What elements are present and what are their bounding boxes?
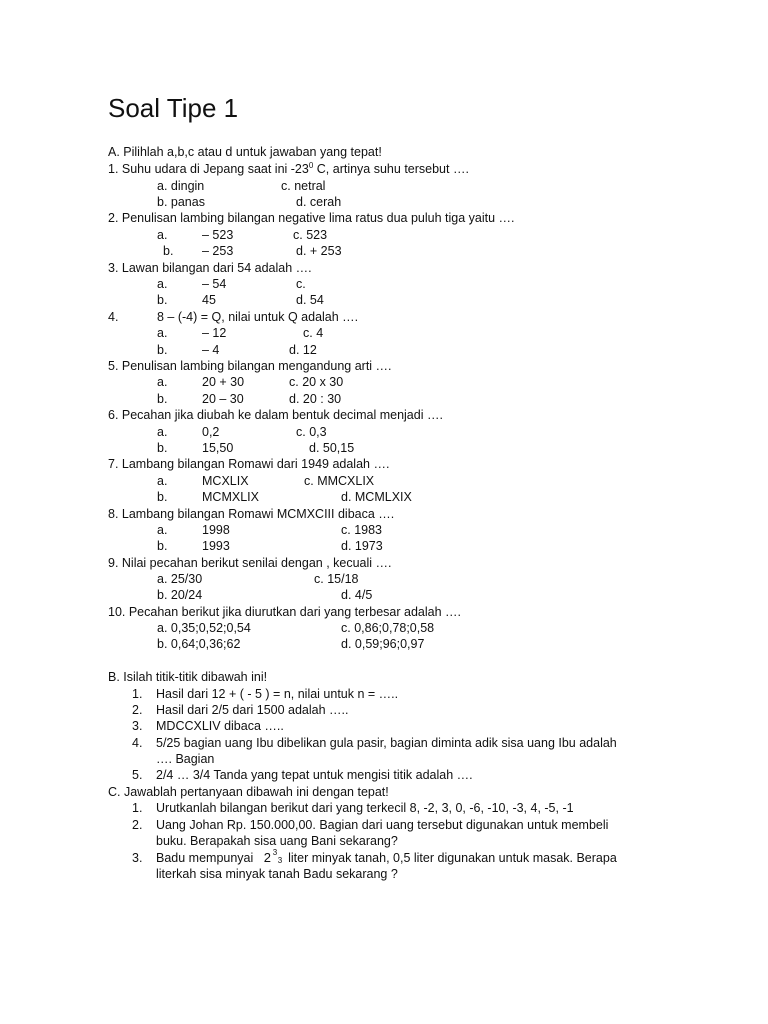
c-item-1-number: 1.	[132, 801, 143, 815]
q5-option-a-letter: a.	[157, 375, 168, 389]
q3-option-d: d. 54	[296, 293, 324, 307]
b-item-2: Hasil dari 2/5 dari 1500 adalah …..	[156, 703, 349, 717]
q3-option-a: – 54	[202, 277, 227, 291]
q1-option-a: a. dingin	[157, 179, 205, 193]
question-2: 2. Penulisan lambing bilangan negative lima ratus dua puluh tiga yaitu ….	[108, 211, 515, 225]
question-7: 7. Lambang bilangan Romawi dari 1949 adalah ….	[108, 457, 390, 471]
q4-option-a: – 12	[202, 326, 227, 340]
q5-option-a: 20 + 30	[202, 375, 245, 389]
c-item-2-continuation: buku. Berapakah sisa uang Bani sekarang?	[156, 834, 398, 848]
q8-option-a-letter: a.	[157, 523, 168, 537]
q10-option-a: a. 0,35;0,52;0,54	[157, 621, 251, 635]
q7-option-a-letter: a.	[157, 474, 168, 488]
section-a-instruction: A. Pilihlah a,b,c atau d untuk jawaban yang tepat!	[108, 145, 382, 159]
q4-option-c: c. 4	[303, 326, 324, 340]
q2-option-b: – 253	[202, 244, 234, 258]
q7-option-b: MCMXLIX	[202, 490, 259, 504]
q6-option-b-letter: b.	[157, 441, 168, 455]
q2-option-a: – 523	[202, 228, 234, 242]
question-1-text: 1. Suhu udara di Jepang saat ini -23	[108, 162, 309, 176]
q4-option-d: d. 12	[289, 343, 317, 357]
c-item-2: Uang Johan Rp. 150.000,00. Bagian dari uang tersebut digunakan untuk membeli	[156, 818, 609, 832]
q6-option-d: d. 50,15	[309, 441, 355, 455]
q7-option-a: MCXLIX	[202, 474, 249, 488]
b-item-4-continuation: …. Bagian	[156, 752, 215, 766]
q2-option-d: d. + 253	[296, 244, 342, 258]
b-item-3: MDCCXLIV dibaca …..	[156, 719, 284, 733]
c-item-1: Urutkanlah bilangan berikut dari yang terkecil 8, -2, 3, 0, -6, -10, -3, 4, -5, -1	[156, 801, 574, 815]
q10-option-d: d. 0,59;96;0,97	[341, 637, 425, 651]
question-10: 10. Pecahan berikut jika diurutkan dari yang terbesar adalah ….	[108, 605, 461, 619]
q1-option-b: b. panas	[157, 195, 205, 209]
question-9: 9. Nilai pecahan berikut senilai dengan , kecuali ….	[108, 556, 392, 570]
q4-option-a-letter: a.	[157, 326, 168, 340]
q1-option-c: c. netral	[281, 179, 326, 193]
q5-option-c: c. 20 x 30	[289, 375, 344, 389]
page-title: Soal Tipe 1	[108, 93, 239, 123]
q1-option-d: d. cerah	[296, 195, 342, 209]
c-item-2-number: 2.	[132, 818, 143, 832]
q2-option-a-letter: a.	[157, 228, 168, 242]
q4-option-b-letter: b.	[157, 343, 168, 357]
q5-option-b-letter: b.	[157, 392, 168, 406]
b-item-4-number: 4.	[132, 736, 143, 750]
c-item-3-text-end: liter minyak tanah, 0,5 liter digunakan untuk masak. Berapa	[288, 851, 617, 865]
b-item-5-number: 5.	[132, 768, 143, 782]
section-c-instruction: C. Jawablah pertanyaan dibawah ini dengan tepat!	[108, 785, 389, 799]
b-item-1-number: 1.	[132, 687, 143, 701]
mixed-fraction	[263, 848, 283, 866]
b-item-3-number: 3.	[132, 719, 143, 733]
q4-option-b: – 4	[202, 343, 220, 357]
q9-option-d: d. 4/5	[341, 588, 373, 602]
q8-option-b: 1993	[202, 539, 230, 553]
q5-option-d: d. 20 : 30	[289, 392, 342, 406]
q7-option-c: c. MMCXLIX	[304, 474, 375, 488]
b-item-2-number: 2.	[132, 703, 143, 717]
q9-option-c: c. 15/18	[314, 572, 359, 586]
q2-option-c: c. 523	[293, 228, 328, 242]
mixed-fraction-denominator: 3	[277, 856, 283, 865]
question-1-superscript: 0	[308, 160, 314, 170]
q9-option-b: b. 20/24	[157, 588, 203, 602]
q8-option-d: d. 1973	[341, 539, 383, 553]
q6-option-c: c. 0,3	[296, 425, 327, 439]
section-b-instruction: B. Isilah titik-titik dibawah ini!	[108, 670, 268, 684]
question-8: 8. Lambang bilangan Romawi MCMXCIII dibaca ….	[108, 507, 395, 521]
q8-option-a: 1998	[202, 523, 230, 537]
question-4: 8 – (-4) = Q, nilai untuk Q adalah ….	[157, 310, 359, 324]
question-1-text-end: C, artinya suhu tersebut ….	[313, 162, 469, 176]
question-6: 6. Pecahan jika diubah ke dalam bentuk decimal menjadi ….	[108, 408, 443, 422]
q6-option-a-letter: a.	[157, 425, 168, 439]
q6-option-a: 0,2	[202, 425, 220, 439]
b-item-1: Hasil dari 12 + ( - 5 ) = n, nilai untuk n = …..	[156, 687, 399, 701]
mixed-fraction-numerator: 3	[272, 848, 278, 857]
c-item-3	[156, 850, 617, 866]
q5-option-b: 20 – 30	[202, 392, 244, 406]
q2-option-b-letter: b.	[163, 244, 174, 258]
q10-option-b: b. 0,64;0,36;62	[157, 637, 241, 651]
q3-option-b-letter: b.	[157, 293, 168, 307]
question-3: 3. Lawan bilangan dari 54 adalah ….	[108, 261, 312, 275]
mixed-fraction-whole: 2	[263, 850, 271, 865]
c-item-3-text-start: Badu mempunyai	[156, 851, 254, 865]
q10-option-c: c. 0,86;0,78;0,58	[341, 621, 435, 635]
q3-option-a-letter: a.	[157, 277, 168, 291]
q9-option-a: a. 25/30	[157, 572, 203, 586]
q3-option-c: c.	[296, 277, 306, 291]
b-item-4: 5/25 bagian uang Ibu dibelikan gula pasir, bagian diminta adik sisa uang Ibu adalah	[156, 736, 617, 750]
c-item-3-number: 3.	[132, 851, 143, 865]
q7-option-b-letter: b.	[157, 490, 168, 504]
q8-option-c: c. 1983	[341, 523, 383, 537]
c-item-3-continuation: literkah sisa minyak tanah Badu sekarang ?	[156, 867, 398, 881]
question-1	[108, 161, 469, 177]
q3-option-b: 45	[202, 293, 216, 307]
q7-option-d: d. MCMLXIX	[341, 490, 412, 504]
b-item-5: 2/4 … 3/4 Tanda yang tepat untuk mengisi titik adalah ….	[156, 768, 473, 782]
q8-option-b-letter: b.	[157, 539, 168, 553]
q6-option-b: 15,50	[202, 441, 234, 455]
question-4-number: 4.	[108, 310, 119, 324]
question-5: 5. Penulisan lambing bilangan mengandung arti ….	[108, 359, 392, 373]
